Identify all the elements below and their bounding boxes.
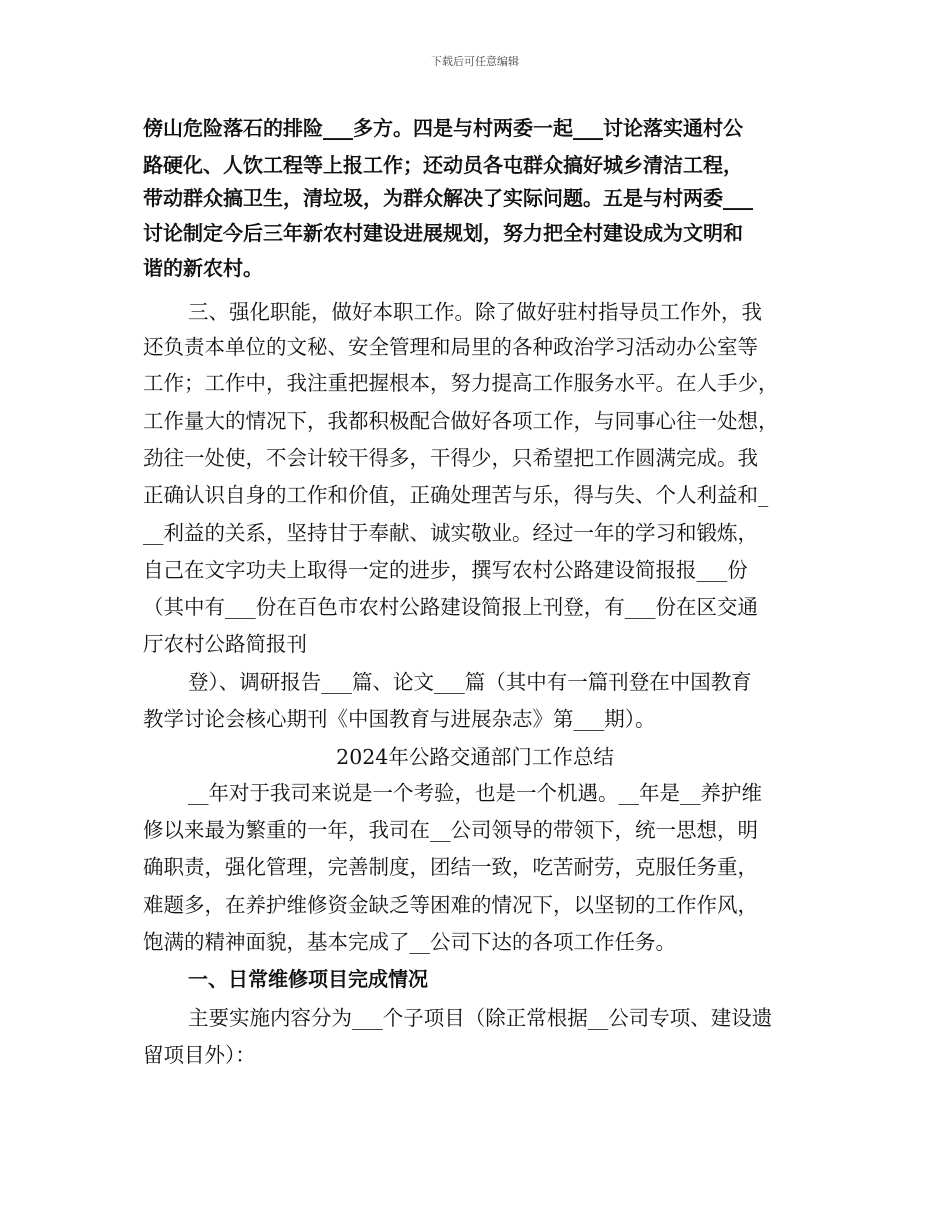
para3-line-1: 登）、调研报告___篇、论文___篇（其中有一篇刊登在中国教育 (188, 670, 752, 694)
para2-line-8: 自己在文字功夫上取得一定的进步，撰写农村公路建设简报报___份 (143, 558, 748, 582)
para2-line-7: __利益的关系，坚持甘于奉献、诚实敬业。经过一年的学习和锻炼， (143, 521, 758, 545)
para1-line-1: 傍山危险落石的排险___多方。四是与村两委一起___讨论落实通村公 (143, 116, 743, 140)
para2-line-4: 工作量大的情况下，我都积极配合做好各项工作，与同事心往一处想， (143, 409, 779, 433)
para2-line-5: 劲往一处使，不会计较干得多，干得少，只希望把工作圆满完成。我 (143, 446, 758, 470)
para5-line-1: 主要实施内容分为___个子项目（除正常根据__公司专项、建设遗 (188, 1006, 773, 1030)
para2-line-10: 厅农村公路简报刊 (143, 632, 307, 656)
section-heading: 一、日常维修项目完成情况 (188, 967, 428, 991)
document-title: 2024年公路交通部门工作总结 (336, 745, 614, 769)
para4-line-2: 修以来最为繁重的一年，我司在__公司领导的带领下，统一思想，明 (143, 818, 758, 842)
para3-line-2: 教学讨论会核心期刊《中国教育与进展杂志》第___期）。 (143, 707, 656, 731)
para1-line-5: 谐的新农村。 (143, 256, 263, 280)
para1-line-3: 带动群众搞卫生，清垃圾，为群众解决了实际问题。五是与村两委___ (143, 186, 753, 210)
para2-line-1: 三、强化职能，做好本职工作。除了做好驻村指导员工作外，我 (188, 300, 762, 324)
page-header-note: 下载后可任意编辑 (431, 55, 519, 68)
para1-line-4: 讨论制定今后三年新农村建设进展规划，努力把全村建设成为文明和 (143, 221, 743, 245)
para2-line-9: （其中有___份在百色市农村公路建设简报上刊登，有___份在区交通 (143, 595, 758, 619)
para2-line-2: 还负责本单位的文秘、安全管理和局里的各种政治学习活动办公室等 (143, 335, 758, 359)
para1-line-2: 路硬化、人饮工程等上报工作；还动员各屯群众搞好城乡清洁工程， (143, 153, 743, 177)
para4-line-5: 饱满的精神面貌，基本完成了__公司下达的各项工作任务。 (143, 930, 676, 954)
para5-line-2: 留项目外）： (143, 1043, 256, 1067)
para2-line-6: 正确认识自身的工作和价值，正确处理苦与乐，得与失、个人利益和_ (143, 483, 769, 507)
para4-line-3: 确职责，强化管理，完善制度，团结一致，吃苦耐劳，克服任务重， (143, 855, 758, 879)
para4-line-4: 难题多，在养护维修资金缺乏等困难的情况下，以坚韧的工作作风， (143, 893, 758, 917)
para4-line-1: __年对于我司来说是一个考验，也是一个机遇。__年是__养护维 (188, 781, 762, 805)
para2-line-3: 工作；工作中，我注重把握根本，努力提高工作服务水平。在人手少， (143, 371, 779, 395)
